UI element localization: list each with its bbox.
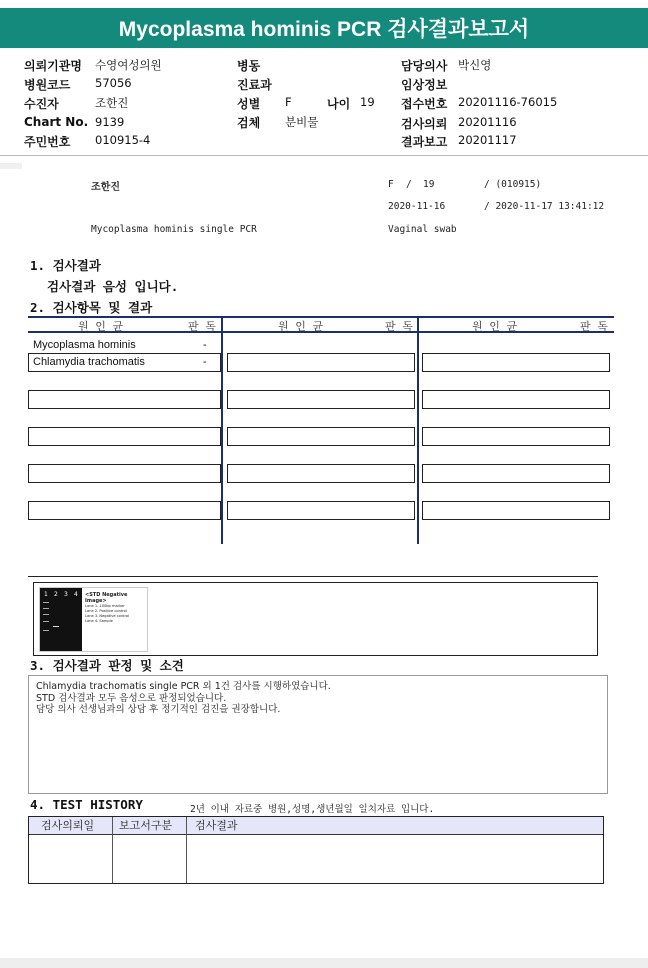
result-value: - — [203, 356, 207, 368]
history-note: 2년 이내 자료중 병원,성명,생년월일 일치자료 입니다. — [190, 804, 435, 815]
section3-title: 3. 검사결과 판정 및 소견 — [30, 658, 184, 673]
result-cell — [422, 501, 610, 520]
col-header-organism: 원 인 균 — [472, 320, 518, 333]
summary-age: 19 — [423, 179, 435, 190]
info-label-doctor: 담당의사 — [401, 59, 448, 73]
summary-name: 조한진 — [91, 182, 120, 193]
result-cell — [422, 390, 610, 409]
summary-sex: F — [388, 179, 394, 190]
result-cell — [422, 464, 610, 483]
history-col-request-date: 검사의뢰일 — [29, 817, 113, 883]
info-label-hospital-code: 병원코드 — [24, 78, 71, 92]
gel-legend-title: <STD Negative Image> — [85, 592, 128, 604]
summary-id: / (010915) — [484, 179, 542, 190]
info-value-report-date: 20201117 — [458, 133, 517, 147]
opinion-line: Chlamydia trachomatis single PCR 외 1건 검사를 시행하였습니다. — [36, 681, 331, 692]
column-divider — [221, 316, 223, 544]
info-value-hospital-code: 57056 — [95, 76, 132, 90]
info-value-doctor: 박신영 — [458, 58, 492, 72]
gel-legend-item: Lane 4. Sample — [85, 619, 113, 623]
footer-bar — [0, 958, 648, 968]
result-cell — [422, 427, 610, 446]
history-col-result: 검사결과 — [195, 819, 238, 832]
gel-lane-label: 2 — [54, 591, 58, 598]
info-label-department: 진료과 — [237, 78, 272, 92]
result-cell — [28, 427, 221, 446]
col-header-result: 판 독 — [385, 320, 413, 333]
result-cell — [422, 353, 610, 372]
history-col-report-type: 보고서구분 — [113, 817, 187, 883]
opinion-line: STD 검사결과 모두 음성으로 판정되었습니다. — [36, 692, 227, 704]
col-header-organism: 원 인 균 — [278, 320, 324, 333]
gel-lane-label: 4 — [74, 591, 78, 598]
col-header-result: 판 독 — [580, 320, 608, 333]
gel-legend-item: Lane 3. Negative control — [85, 614, 130, 618]
result-cell — [28, 390, 221, 409]
info-label-chart-no: Chart No. — [24, 115, 89, 129]
result-value: - — [203, 339, 207, 351]
info-label-age: 나이 — [327, 97, 351, 111]
info-value-request-date: 20201116 — [458, 115, 517, 129]
result-organism-name: Chlamydia trachomatis — [33, 356, 145, 368]
summary-date-request: 2020-11-16 — [388, 201, 446, 212]
gel-image — [39, 587, 148, 652]
gel-legend — [85, 604, 129, 624]
info-label-specimen: 검체 — [237, 116, 261, 130]
info-value-sex: F — [285, 95, 292, 109]
info-label-clinical: 임상정보 — [401, 78, 448, 92]
result-cell — [227, 464, 415, 483]
result-cell — [28, 501, 221, 520]
gel-lane-label: 1 — [44, 591, 48, 598]
summary-test-name: Mycoplasma hominis single PCR — [91, 224, 257, 235]
result-cell — [227, 427, 415, 446]
info-label-patient: 수진자 — [24, 97, 59, 111]
section4-title: 4. TEST HISTORY — [30, 797, 143, 812]
col-header-organism: 원 인 균 — [78, 320, 124, 333]
info-label-receipt-no: 접수번호 — [401, 97, 448, 111]
col-header-result: 판 독 — [188, 320, 216, 333]
info-value-receipt-no: 20201116-76015 — [458, 95, 558, 109]
section1-title: 1. 검사결과 — [30, 258, 101, 273]
info-value-specimen: 분비물 — [285, 115, 319, 129]
opinion-line: 담당 의사 선생님과의 상담 후 정기적인 검진을 권장합니다. — [36, 704, 281, 715]
info-label-request-date: 검사의뢰 — [401, 117, 448, 131]
opinion-text — [36, 681, 331, 716]
result-cell — [28, 464, 221, 483]
gel-legend-item: Lane 2. Positive control — [85, 609, 127, 613]
info-label-sex: 성별 — [237, 97, 261, 111]
report-title: Mycoplasma hominis PCR 검사결과보고서 — [0, 8, 648, 48]
column-divider — [417, 316, 419, 544]
page-edge — [0, 163, 22, 169]
info-divider — [0, 155, 648, 156]
section2-title: 2. 검사항목 및 결과 — [30, 300, 153, 315]
section1-result: 검사결과 음성 입니다. — [47, 279, 179, 294]
info-label-institution: 의뢰기관명 — [24, 59, 82, 73]
summary-date-report: / 2020-11-17 13:41:12 — [484, 201, 605, 212]
result-cell — [227, 353, 415, 372]
summary-specimen: Vaginal swab — [388, 224, 457, 235]
info-label-resident-no: 주민번호 — [24, 135, 71, 149]
info-label-ward: 병동 — [237, 59, 261, 73]
info-value-institution: 수영여성의원 — [95, 58, 162, 72]
info-value-patient: 조한진 — [95, 96, 129, 110]
info-value-resident-no: 010915-4 — [95, 133, 151, 147]
info-value-age: 19 — [360, 95, 375, 109]
result-cell — [227, 501, 415, 520]
gel-lane-label: 3 — [64, 591, 68, 598]
gel-legend-item: Lane 1. 100bp marker — [85, 604, 125, 608]
summary-sep: / — [406, 179, 412, 190]
history-table — [28, 816, 604, 884]
result-cell — [227, 390, 415, 409]
gel-photo — [40, 588, 82, 651]
result-organism-name: Mycoplasma hominis — [33, 339, 136, 351]
info-value-chart-no: 9139 — [95, 115, 125, 129]
info-label-report-date: 결과보고 — [401, 135, 448, 149]
image-area-rule — [28, 576, 598, 577]
